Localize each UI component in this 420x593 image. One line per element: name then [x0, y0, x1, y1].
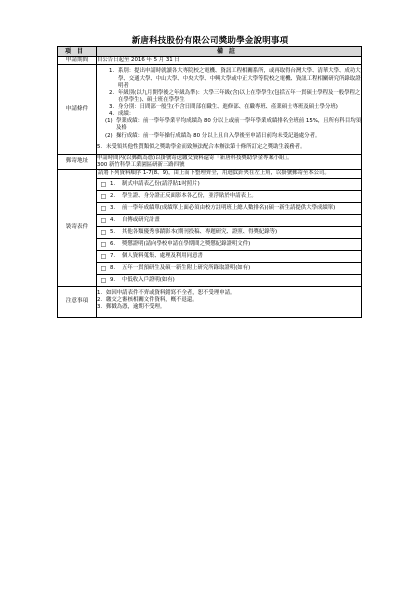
table-row: □ 8. 五年一貫預研生及碩一新生附上研究所錄取證明(如有) — [97, 263, 361, 275]
address-row — [58, 154, 362, 169]
table-row: □ 2. 學生證、身分證正反面影本各乙份，並浮貼於申請表上。 — [97, 191, 361, 203]
address-line-1: 申請時間內(以郵戳為憑)以掛號寄送繳交資料還寄「新唐科技獎助學金專案小組」。 — [97, 154, 293, 161]
table-row: □ 4. 自傳或研究計畫 — [97, 215, 361, 227]
checkbox-icon[interactable]: □ — [97, 215, 110, 227]
checkbox-icon[interactable]: □ — [97, 203, 110, 215]
table-row: □ 3. 前一學年成績單(成績單上面必須由校方註明班上總人數排名)(碩一新生請提供大學成績單) — [97, 203, 361, 215]
list-item: 3. 身分別：日間部一般生(不含日間部在職生、進修部、在職專班、產業碩士專班及碩士學分班) — [109, 104, 338, 110]
list-item: 2. 年級別(以九月開學後之年級為準)：大學三年級(含)以上在學學生(包括五年一貫碩士學程及一般學程之在學學生)、碩士班在學學生 — [109, 89, 361, 103]
list-item: 5. 未受領其他性質類似之獎助學金而致無法配合本辦法第十條所訂定之獎助生義務者。 — [97, 143, 306, 150]
documents-row — [58, 170, 362, 287]
table-row: □ 6. 獎懲證明(請向學校申請在學期間之獎懲紀錄證明文件) — [97, 239, 361, 251]
address-label: 郵寄地址 — [58, 154, 97, 169]
table-row: □ 5. 其他各類優秀事蹟影本(期刊投稿、專題研究、證照、得獎紀錄等) — [97, 227, 361, 239]
document-title: 新唐科技股份有限公司獎助學金說明事項 — [131, 36, 289, 46]
checkbox-icon[interactable]: □ — [97, 191, 110, 203]
conditions-list-tail — [97, 144, 361, 151]
list-item: (2) 操行成績：前一學年操行成績為 80 分以上且自入學後至申請日前均未受記過處分者。 — [105, 132, 321, 139]
table-header-row — [58, 47, 362, 57]
checkbox-icon[interactable]: □ — [97, 227, 110, 239]
header-item: 項目 — [58, 47, 97, 57]
conditions-list — [97, 68, 361, 118]
documents-checklist — [97, 178, 361, 286]
conditions-label: 申請條件 — [58, 65, 97, 154]
address-line-2: 300 新竹科學工業園區研新三路四號 — [97, 161, 185, 168]
address-content — [97, 154, 362, 169]
conditions-content — [97, 65, 362, 154]
table-row: □ 7. 個人資料蒐集、處理及利用同意書 — [97, 251, 361, 263]
notes-row — [58, 287, 362, 317]
checkbox-icon[interactable]: □ — [97, 239, 110, 251]
documents-label: 裝寄表件 — [58, 170, 97, 287]
list-item: 4. 成績： — [109, 111, 135, 118]
documents-content — [97, 170, 362, 287]
checkbox-icon[interactable]: □ — [97, 275, 110, 287]
checkbox-icon[interactable]: □ — [97, 251, 110, 263]
list-item: 3. 郵戳為憑，逾期不受理。 — [97, 304, 166, 311]
table-row: □ 9. 中低收入戶證明(如有) — [97, 275, 361, 287]
period-label: 申請期間 — [58, 57, 97, 65]
notes-list — [97, 290, 361, 311]
period-text: 自公告日起至 2016 年 5 月 31 日 — [97, 57, 362, 65]
period-row — [58, 57, 362, 65]
notes-label: 注意事項 — [58, 287, 97, 317]
list-item: (1) 學業成績：前一學年學業平均成績為 80 分以上或前一學年學業成績排名全班前 15%，且所有科目均須及格 — [105, 118, 361, 132]
conditions-row — [58, 65, 362, 154]
checkbox-icon[interactable]: □ — [97, 263, 110, 275]
list-item: 1. 如因申請表件不齊或資料錯寫不全者，恕不受理申請。 — [97, 290, 236, 297]
scholarship-info-table — [57, 46, 362, 318]
list-item: 2. 繳交之審核相關文件資料，概不退還。 — [97, 297, 198, 304]
checkbox-icon[interactable]: □ — [97, 179, 110, 191]
header-note: 備註 — [97, 47, 362, 57]
grade-requirements — [97, 118, 361, 139]
notes-content — [97, 287, 362, 317]
list-item: 1. 系別：提出申請時就讀各大專院校之電機、資訊工程相關系所，或再取得台灣大學、清華大學、成功大學、交通大學、中山大學、中央大學、中興大學或中正大學等院校之電機、資訊工程相關研究所錄取證明者 — [109, 68, 361, 89]
documents-intro: 請將下列資料順序 1-7(8、9)，由上而下整理齊全，用迴紋針夾在左上角，以掛號郵寄至本公司。 — [98, 170, 330, 176]
table-row: □ 1. 制式申請表乙份(請浮貼1吋照片) — [97, 179, 361, 191]
